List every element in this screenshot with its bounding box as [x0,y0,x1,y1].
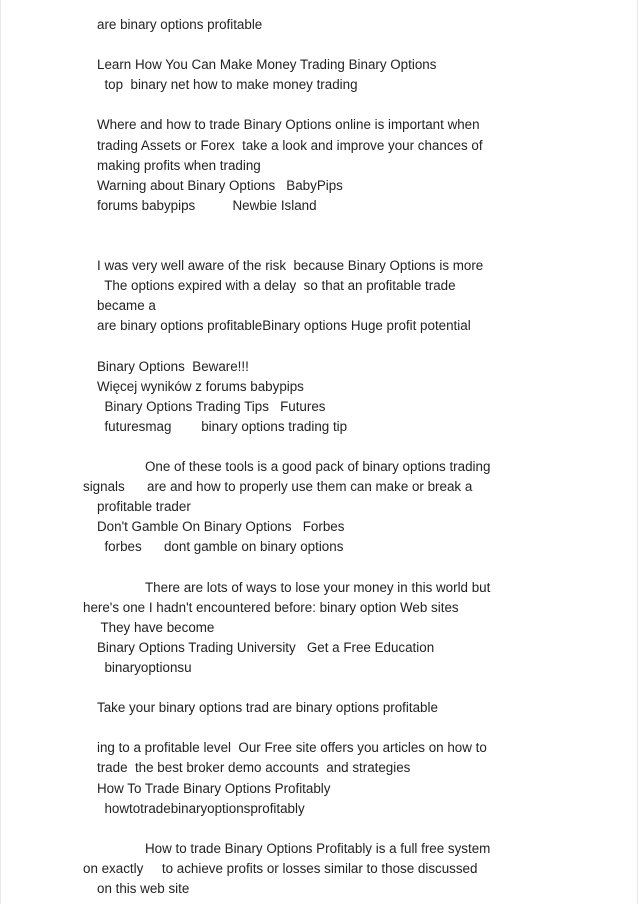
text-line: One of these tools is a good pack of binary options trading [145,459,491,475]
text-line: Don't Gamble On Binary Options Forbes [97,519,345,535]
paragraph-gap [97,718,537,738]
text-line: are binary options profitable [97,17,263,32]
text-line: forums babypips Newbie Island [97,197,317,213]
text-line: ing to a profitable level Our Free site offers you articles on how to [97,740,487,756]
text-line: on this web site [97,881,190,897]
text-line: Więcej wyników z forums babypips [97,378,304,394]
text-line: Binary Options Beware!!! [97,358,249,374]
text-line: trading Assets or Forex take a look and improve your chances of [97,137,483,153]
text-line: howtotradebinaryoptionsprofitably [97,800,305,816]
text-line: on exactly to achieve profits or losses similar to those discussed [83,860,478,876]
text-line: are binary options profitableBinary options Huge profit potential [97,318,471,334]
text-line: binaryoptionsu [97,660,192,675]
text-line: here's one I hadn't encountered before: binary option Web sites [83,599,459,615]
text-line: The options expired with a delay so that an profitable trade [97,278,456,294]
text-line: They have become [97,619,215,635]
text-line: Where and how to trade Binary Options online is important when [97,117,480,133]
paragraph-gap [97,35,537,55]
text-line: futuresmag binary options trading tip [97,418,348,434]
text-line: How to trade Binary Options Profitably is a full free system [145,840,491,856]
text-line: forbes dont gamble on binary options [97,539,344,555]
text-line: profitable trader [97,499,191,515]
text-line: Learn How You Can Make Money Trading Binary Options [97,57,437,73]
text-line: became a [97,298,156,314]
paragraph-gap [97,216,537,256]
text-line: I was very well aware of the risk because Binary Options is more [97,258,484,274]
paragraph-gap [97,819,537,839]
text-line: signals are and how to properly use them can make or break a [83,479,473,495]
paragraph-gap [97,678,537,698]
text-line: There are lots of ways to lose your money in this world but [145,579,491,595]
text-line: Warning about Binary Options BabyPips [97,177,343,193]
paragraph-gap [97,337,537,357]
text-line: Binary Options Trading University Get a Free Education [97,639,435,655]
text-line: top binary net how to make money trading [97,77,358,93]
text-line: How To Trade Binary Options Profitably [97,780,331,796]
text-line: trade the best broker demo accounts and strategies [97,760,411,776]
text-line: Take your binary options trad are binary options profitable [97,700,438,716]
document-body [83,15,537,899]
paragraph-gap [97,95,537,115]
text-line: Binary Options Trading Tips Futures [97,398,326,414]
text-line: making profits when trading [97,157,261,173]
paragraph-gap [97,437,537,457]
paragraph-gap [97,558,537,578]
